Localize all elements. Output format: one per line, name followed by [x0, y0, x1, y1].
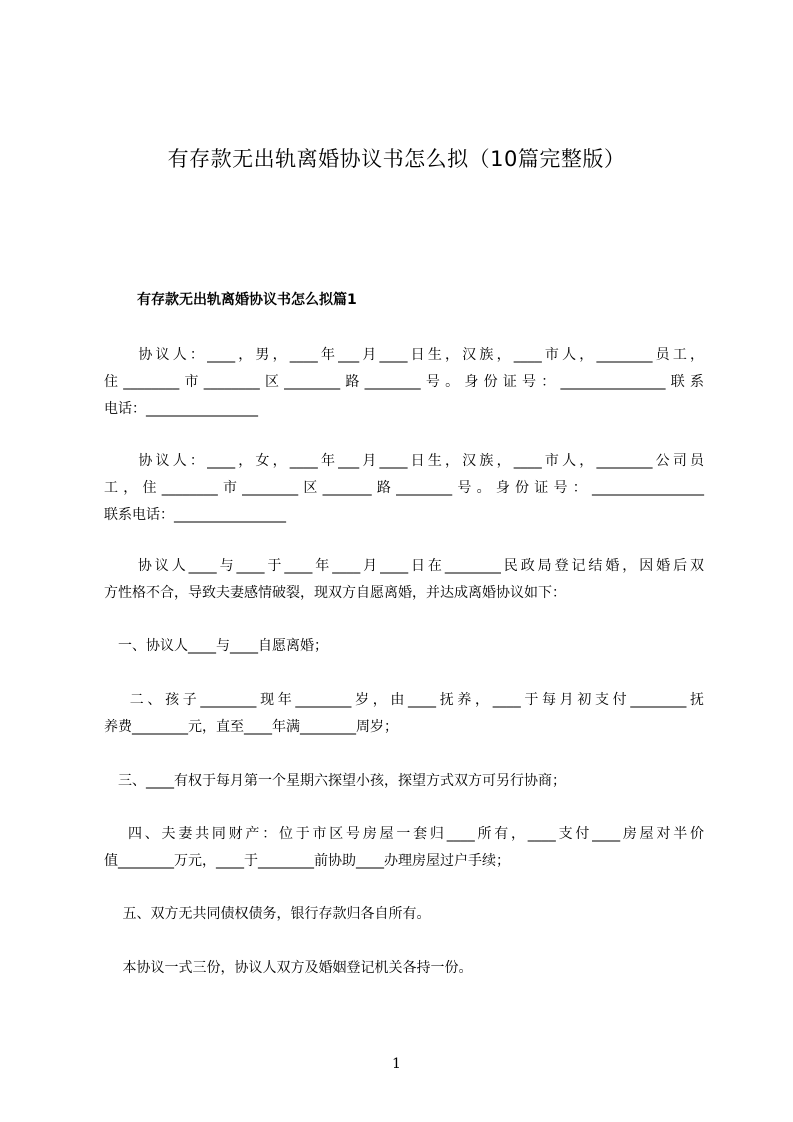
paragraph-line: 协议人____与____于____年____月____日在________民政局登记结婚，因婚后双 — [104, 558, 704, 574]
paragraph-line: 本协议一式三份，协议人双方及婚姻登记机关各持一份。 — [104, 960, 473, 976]
party-male-paragraph — [104, 342, 704, 423]
paragraph-line: 三、____有权于每月第一个星期六探望小孩，探望方式双方可另行协商； — [104, 773, 566, 789]
clause-3-paragraph — [104, 768, 704, 795]
paragraph-line: 方性格不合，导致夫妻感情破裂，现双方自愿离婚，并达成离婚协议如下： — [104, 585, 566, 601]
paragraph-line: 电话：________________ — [104, 401, 258, 417]
paragraph-line: 养费________元，直至____年满________周岁； — [104, 719, 398, 735]
page-number: 1 — [392, 1056, 401, 1072]
paragraph-line: 值________万元，____于________前协助____办理房屋过户手续； — [104, 853, 510, 869]
copies-paragraph — [104, 955, 704, 982]
clause-5-paragraph — [104, 901, 704, 928]
paragraph-line: 协议人：____，男，____年___月____日生，汉族，____市人，________员工， — [104, 347, 704, 363]
section-title: 有存款无出轨离婚协议书怎么拟篇1 — [137, 292, 357, 308]
paragraph-line: 联系电话：________________ — [104, 507, 286, 523]
paragraph-line: 五、双方无共同债权债务，银行存款归各自所有。 — [104, 906, 431, 922]
paragraph-line: 一、协议人____与____自愿离婚； — [104, 638, 328, 654]
clause-2-paragraph — [104, 687, 704, 741]
paragraph-line: 二、孩子________现年________岁，由____抚养，____于每月初支付________抚 — [104, 692, 704, 708]
paragraph-line: 工，住________市________区_______路________号。身份证号：________________ — [104, 480, 704, 496]
paragraph-line: 协议人：____，女，____年___月____日生，汉族，____市人，________公司员 — [104, 453, 704, 469]
party-female-paragraph — [104, 448, 704, 529]
paragraph-line: 住________市________区________路________号。身份证号：_______________联系 — [104, 374, 704, 390]
paragraph-line: 四、夫妻共同财产：位于市区号房屋一套归____所有，____支付____房屋对半价 — [104, 826, 704, 842]
clause-1-paragraph — [104, 633, 704, 660]
clause-4-paragraph — [104, 821, 704, 875]
document-title: 有存款无出轨离婚协议书怎么拟（10篇完整版） — [167, 147, 626, 171]
marriage-info-paragraph — [104, 553, 704, 607]
